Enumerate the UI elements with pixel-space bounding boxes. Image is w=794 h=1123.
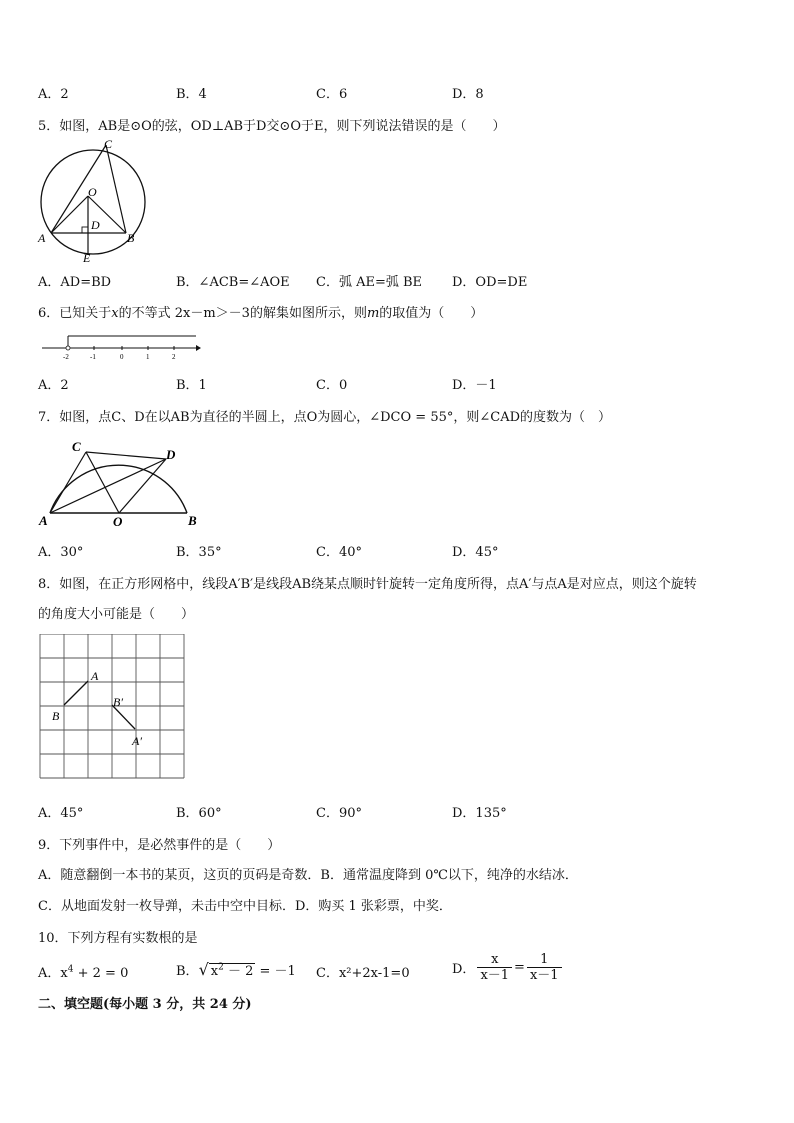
- q10-option-d: [452, 952, 564, 983]
- right-angle-mark: [82, 227, 88, 233]
- label-o: O: [88, 185, 97, 199]
- section-title: 二、填空题(每小题 3 分，共 24 分): [38, 997, 252, 1012]
- q6-stem-post: 的取值为（ ）: [379, 306, 484, 321]
- q5-option-a: A．AD=BD: [38, 275, 112, 290]
- q10-option-d-prefix: D．: [452, 962, 476, 977]
- segment-bc: [106, 145, 126, 233]
- tick-label: 1: [146, 353, 150, 361]
- q6-stem: [38, 302, 483, 321]
- fraction: [477, 952, 512, 983]
- q9-options-line1: A．随意翻倒一本书的某页，这页的页码是奇数．B．通常温度降到 0℃以下，纯净的水结冰．: [38, 868, 578, 883]
- q10-option-b-radicand-rest: － 2: [227, 964, 254, 979]
- q10-option-b-prefix: B．: [176, 964, 199, 979]
- q5-circle-diagram: [30, 134, 150, 264]
- tick-label: -1: [90, 353, 96, 361]
- fraction-numerator: 1: [527, 952, 562, 968]
- label-a: A: [91, 669, 99, 683]
- q8-option-d: D．135°: [452, 806, 507, 821]
- q6-option-c: C．0: [316, 378, 348, 393]
- q5-option-c: C．弧 AE=弧 BE: [316, 275, 423, 290]
- q8-stem-line1: 8．如图，在正方形网格中，线段A′B′是线段AB绕某点顺时针旋转一定角度所得，点A′与点A是对应点，则这个旋转: [38, 577, 697, 592]
- q7-semicircle-diagram: [36, 434, 206, 530]
- q4-option-c: C．6: [316, 87, 348, 102]
- q10-option-b-radicand-exponent: 2: [218, 962, 224, 973]
- q5-option-b: B．∠ACB=∠AOE: [176, 275, 290, 290]
- q10-option-a-prefix: A．: [38, 966, 61, 981]
- tick-label: -2: [63, 353, 69, 361]
- q10-option-a-rest: + 2 = 0: [77, 966, 129, 981]
- segment-do: [119, 459, 166, 513]
- q8-option-a: A．45°: [38, 806, 84, 821]
- q10-option-b-radicand-base: x: [210, 964, 219, 979]
- q7-option-d: D．45°: [452, 545, 499, 560]
- label-a: A: [38, 231, 46, 245]
- arrow-icon: [196, 345, 201, 351]
- q8-grid-diagram: [36, 634, 186, 782]
- label-e: E: [83, 251, 91, 264]
- q4-option-a: A．2: [38, 87, 69, 102]
- fraction: [527, 952, 562, 983]
- segment-co: [86, 452, 119, 513]
- q10-option-b-radicand: [209, 963, 256, 979]
- semicircle-arc: [50, 465, 187, 513]
- equals-sign: =: [514, 960, 525, 975]
- segment-ab: [64, 681, 88, 705]
- q10-option-a: [38, 962, 128, 981]
- q9-options-line2: C．从地面发射一枚导弹，未击中空中目标．D．购买 1 张彩票，中奖．: [38, 899, 452, 914]
- q8-option-c: C．90°: [316, 806, 362, 821]
- q10-option-b: [176, 960, 296, 979]
- q6-stem-pre: 6．已知关于: [38, 306, 112, 321]
- q10-option-b-rest: = －1: [259, 964, 296, 979]
- q6-var-x: x: [111, 306, 119, 321]
- q6-stem-mid: 的不等式 2x－m＞－3的解集如图所示，则: [118, 306, 367, 321]
- q6-option-b: B．1: [176, 378, 207, 393]
- square-grid: [40, 634, 184, 778]
- label-a-prime: A′: [132, 734, 142, 748]
- q6-option-d: D．－1: [452, 378, 497, 393]
- q6-number-line: [38, 328, 203, 364]
- q7-option-b: B．35°: [176, 545, 222, 560]
- q6-option-a: A．2: [38, 378, 69, 393]
- fraction-denominator: x－1: [480, 968, 510, 983]
- label-c: C: [72, 439, 81, 454]
- label-o: O: [113, 514, 123, 529]
- sqrt-icon: √: [198, 960, 209, 979]
- tick-label: 0: [120, 353, 124, 361]
- q4-option-b: B．4: [176, 87, 207, 102]
- label-c: C: [104, 137, 113, 151]
- q9-stem: 9．下列事件中，是必然事件的是（ ）: [38, 838, 281, 853]
- segment-cd: [86, 452, 166, 459]
- q10-option-c: C．x²+2x-1=0: [316, 966, 410, 981]
- fraction-numerator: x: [477, 952, 512, 968]
- q10-option-a-base: x: [60, 966, 68, 981]
- q10-stem: 10．下列方程有实数根的是: [38, 931, 198, 946]
- q7-stem: 7．如图，点C、D在以AB为直径的半圆上，点O为圆心，∠DCO = 55°，则∠CAD的度数为（ ）: [38, 410, 612, 425]
- label-d: D: [166, 447, 176, 462]
- label-d: D: [91, 218, 100, 232]
- q8-option-b: B．60°: [176, 806, 222, 821]
- label-a: A: [39, 513, 48, 528]
- segment-ac: [50, 452, 86, 513]
- q5-option-d: D．OD=DE: [452, 275, 528, 290]
- q7-option-a: A．30°: [38, 545, 84, 560]
- q10-option-a-exponent: 4: [67, 964, 74, 975]
- q5-stem: 5．如图，AB是⊙O的弦，OD⊥AB于D交⊙O于E，则下列说法错误的是（ ）: [38, 119, 506, 134]
- q4-option-d: D．8: [452, 87, 484, 102]
- q7-option-c: C．40°: [316, 545, 362, 560]
- label-b-prime: B′: [113, 695, 123, 709]
- label-b: B: [127, 231, 135, 245]
- q8-stem-line2: 的角度大小可能是（ ）: [38, 607, 195, 622]
- open-point: [66, 346, 70, 350]
- q6-var-m: m: [366, 306, 380, 321]
- tick-label: 2: [172, 353, 176, 361]
- label-b: B: [188, 513, 197, 528]
- label-b: B: [52, 709, 60, 723]
- fraction-denominator: x－1: [529, 968, 559, 983]
